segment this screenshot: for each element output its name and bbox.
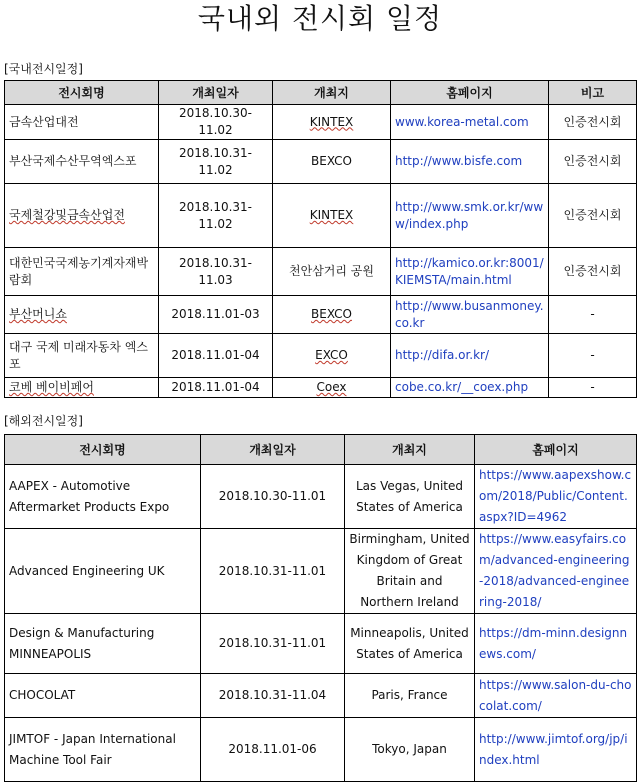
exhibition-date: 2018.11.01-04	[159, 334, 273, 378]
header-venue: 개최지	[345, 435, 475, 465]
exhibition-name: 대한민국국제농기계자재박람회	[5, 248, 159, 296]
exhibition-name: AAPEX - Automotive Aftermarket Products Expo	[5, 465, 201, 529]
exhibition-note: 인증전시회	[549, 140, 637, 184]
exhibition-note: 인증전시회	[549, 248, 637, 296]
exhibition-venue: EXCO	[273, 334, 391, 378]
homepage-link[interactable]: http://kamico.or.kr:8001/KIEMSTA/main.html	[391, 248, 549, 296]
exhibition-name: 부산국제수산무역엑스포	[5, 140, 159, 184]
exhibition-date: 2018.11.01-04	[159, 378, 273, 398]
exhibition-name: 대구 국제 미래자동차 엑스포	[5, 334, 159, 378]
homepage-link[interactable]: https://www.salon-du-chocolat.com/	[475, 674, 637, 718]
table-row	[5, 140, 637, 184]
table-row	[5, 529, 637, 614]
header-homepage: 홈페이지	[475, 435, 637, 465]
homepage-link[interactable]: https://www.easyfairs.com/advanced-engineering-2018/advanced-engineering-2018/	[475, 529, 637, 614]
header-note: 비고	[549, 81, 637, 105]
exhibition-date: 2018.10.31-11.03	[159, 248, 273, 296]
exhibition-name: Advanced Engineering UK	[5, 529, 201, 614]
homepage-link[interactable]: http://difa.or.kr/	[391, 334, 549, 378]
header-date: 개최일자	[159, 81, 273, 105]
exhibition-name: JIMTOF - Japan International Machine Tool Fair	[5, 718, 201, 782]
exhibition-date: 2018.10.30-11.02	[159, 105, 273, 140]
exhibition-date: 2018.10.31-11.01	[201, 529, 345, 614]
page-title: 국내외 전시회 일정	[197, 2, 443, 35]
table-row	[5, 614, 637, 674]
domestic-section-heading: [국내전시일정]	[4, 62, 83, 76]
table-row	[5, 296, 637, 334]
header-exhibition-name: 전시회명	[5, 435, 201, 465]
exhibition-venue: Minneapolis, United States of America	[345, 614, 475, 674]
header-exhibition-name: 전시회명	[5, 81, 159, 105]
table-row	[5, 248, 637, 296]
domestic-exhibition-table	[4, 80, 637, 398]
table-header-row	[5, 435, 637, 465]
table-row	[5, 378, 637, 398]
table-row	[5, 105, 637, 140]
exhibition-name: Design & Manufacturing MINNEAPOLIS	[5, 614, 201, 674]
exhibition-note: -	[549, 334, 637, 378]
exhibition-venue: Paris, France	[345, 674, 475, 718]
exhibition-note: -	[549, 378, 637, 398]
homepage-link[interactable]: www.korea-metal.com	[391, 105, 549, 140]
header-homepage: 홈페이지	[391, 81, 549, 105]
exhibition-venue: Coex	[273, 378, 391, 398]
exhibition-venue: Tokyo, Japan	[345, 718, 475, 782]
exhibition-note: -	[549, 296, 637, 334]
exhibition-venue: KINTEX	[273, 184, 391, 248]
exhibition-name: CHOCOLAT	[5, 674, 201, 718]
exhibition-venue: 천안삼거리 공원	[273, 248, 391, 296]
exhibition-date: 2018.11.01-06	[201, 718, 345, 782]
homepage-link[interactable]: http://www.jimtof.org/jp/index.html	[475, 718, 637, 782]
exhibition-name: 코베 베이비페어	[5, 378, 159, 398]
exhibition-name: 부산머니쇼	[5, 296, 159, 334]
exhibition-date: 2018.11.01-03	[159, 296, 273, 334]
exhibition-date: 2018.10.31-11.04	[201, 674, 345, 718]
homepage-link[interactable]: https://www.aapexshow.com/2018/Public/Content.aspx?ID=4962	[475, 465, 637, 529]
exhibition-venue: Birmingham, United Kingdom of Great Britain and Northern Ireland	[345, 529, 475, 614]
table-row	[5, 674, 637, 718]
header-venue: 개최지	[273, 81, 391, 105]
table-row	[5, 465, 637, 529]
homepage-link[interactable]: http://www.busanmoney.co.kr	[391, 296, 549, 334]
homepage-link[interactable]: http://www.bisfe.com	[391, 140, 549, 184]
overseas-exhibition-table	[4, 434, 637, 782]
homepage-link[interactable]: http://www.smk.or.kr/www/index.php	[391, 184, 549, 248]
table-row	[5, 718, 637, 782]
exhibition-date: 2018.10.31-11.01	[201, 614, 345, 674]
table-row	[5, 184, 637, 248]
exhibition-venue: BEXCO	[273, 296, 391, 334]
exhibition-name: 국제철강및금속산업전	[5, 184, 159, 248]
overseas-section-heading: [해외전시일정]	[4, 414, 83, 428]
exhibition-note: 인증전시회	[549, 184, 637, 248]
header-date: 개최일자	[201, 435, 345, 465]
exhibition-name: 금속산업대전	[5, 105, 159, 140]
exhibition-date: 2018.10.31-11.02	[159, 184, 273, 248]
exhibition-date: 2018.10.30-11.01	[201, 465, 345, 529]
exhibition-venue: BEXCO	[273, 140, 391, 184]
exhibition-date: 2018.10.31-11.02	[159, 140, 273, 184]
homepage-link[interactable]: https://dm-minn.designnews.com/	[475, 614, 637, 674]
exhibition-venue: Las Vegas, United States of America	[345, 465, 475, 529]
table-row	[5, 334, 637, 378]
homepage-link[interactable]: cobe.co.kr/__coex.php	[391, 378, 549, 398]
table-header-row	[5, 81, 637, 105]
exhibition-note: 인증전시회	[549, 105, 637, 140]
exhibition-venue: KINTEX	[273, 105, 391, 140]
